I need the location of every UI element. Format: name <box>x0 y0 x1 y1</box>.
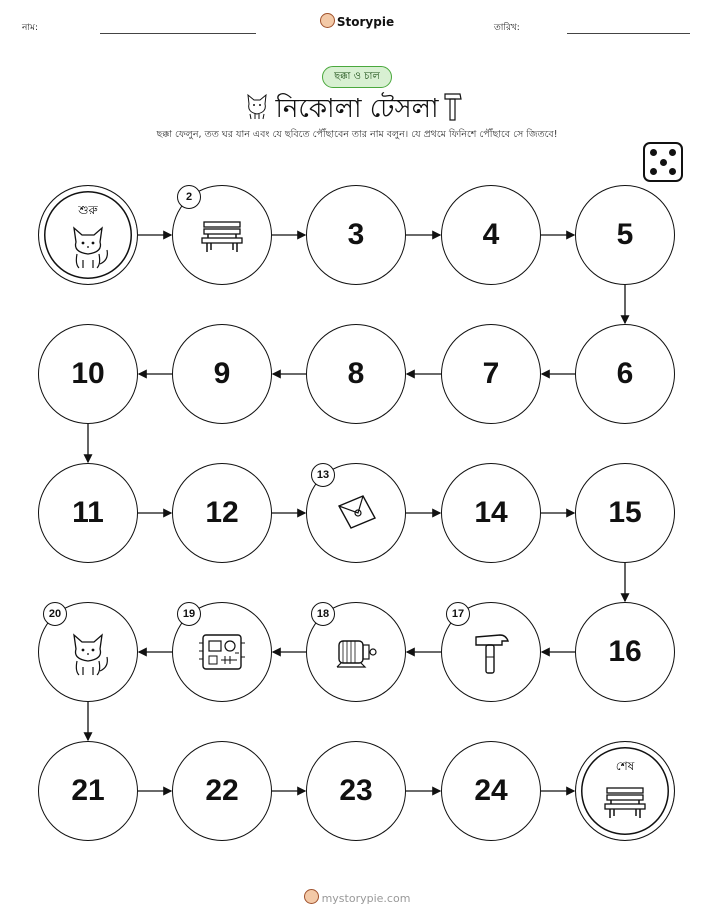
board-space-1 <box>38 185 138 285</box>
start-label: শুরু <box>78 203 98 217</box>
board-space-19 <box>172 602 272 702</box>
board-space-22 <box>172 741 272 841</box>
space-number-badge: 13 <box>311 463 335 487</box>
activity-pill: ছক্কা ও চাল <box>322 66 392 88</box>
space-number: 24 <box>474 774 508 807</box>
page-title: নিকোলা টেসলা <box>275 94 439 124</box>
board-space-17 <box>441 602 541 702</box>
brand-name: Storypie <box>336 15 395 29</box>
board-space-8 <box>306 324 406 424</box>
instructions: ছক্কা ফেলুন, তত ঘর যান এবং যে ছবিতে পৌঁছাবেন তার নাম বলুন। যে প্রথমে ফিনিশে পৌঁছাবে সে জিতবে! <box>156 129 558 140</box>
cat-icon <box>63 627 113 677</box>
bench-icon <box>197 210 247 260</box>
space-number: 14 <box>474 496 508 529</box>
space-number: 11 <box>72 496 104 529</box>
motor-icon <box>331 627 381 677</box>
finish-label: শেষ <box>615 759 635 773</box>
space-number-badge: 17 <box>446 602 470 626</box>
space-number: 22 <box>205 774 239 807</box>
space-number-badge: 19 <box>177 602 201 626</box>
board-space-4 <box>441 185 541 285</box>
space-number: 16 <box>608 635 642 668</box>
board-space-18 <box>306 602 406 702</box>
space-number: 12 <box>205 496 239 529</box>
board-space-12 <box>172 463 272 563</box>
board-space-24 <box>441 741 541 841</box>
cat-icon <box>63 220 113 270</box>
board-space-10 <box>38 324 138 424</box>
hammer-icon <box>466 627 516 677</box>
name-label: নাম: <box>22 23 39 33</box>
board-space-20 <box>38 602 138 702</box>
space-number: 10 <box>71 357 105 390</box>
board-space-14 <box>441 463 541 563</box>
envelope-icon <box>331 488 381 538</box>
storypie-logo-icon <box>304 889 319 904</box>
board-space-6 <box>575 324 675 424</box>
board-space-21 <box>38 741 138 841</box>
date-label: তারিখ: <box>494 23 520 33</box>
bench-icon <box>600 776 650 826</box>
space-number: 9 <box>213 357 231 390</box>
board-space-3 <box>306 185 406 285</box>
board-space-25 <box>575 741 675 841</box>
space-number: 7 <box>482 357 500 390</box>
board-space-5 <box>575 185 675 285</box>
space-number-badge: 20 <box>43 602 67 626</box>
board-space-9 <box>172 324 272 424</box>
space-number: 15 <box>608 496 642 529</box>
space-number: 21 <box>71 774 105 807</box>
board-space-2 <box>172 185 272 285</box>
circuit-board-icon <box>197 627 247 677</box>
space-number-badge: 2 <box>177 185 201 209</box>
board-space-7 <box>441 324 541 424</box>
space-number: 6 <box>616 357 634 390</box>
board-space-15 <box>575 463 675 563</box>
space-number-badge: 18 <box>311 602 335 626</box>
space-number: 8 <box>347 357 365 390</box>
footer <box>0 889 714 905</box>
space-number: 3 <box>347 218 365 251</box>
board-space-11 <box>38 463 138 563</box>
space-number: 5 <box>616 218 634 251</box>
board-space-16 <box>575 602 675 702</box>
board-space-13 <box>306 463 406 563</box>
board-space-23 <box>306 741 406 841</box>
space-number: 4 <box>482 218 500 251</box>
footer-url[interactable]: mystorypie.com <box>321 892 411 905</box>
space-number: 23 <box>339 774 373 807</box>
